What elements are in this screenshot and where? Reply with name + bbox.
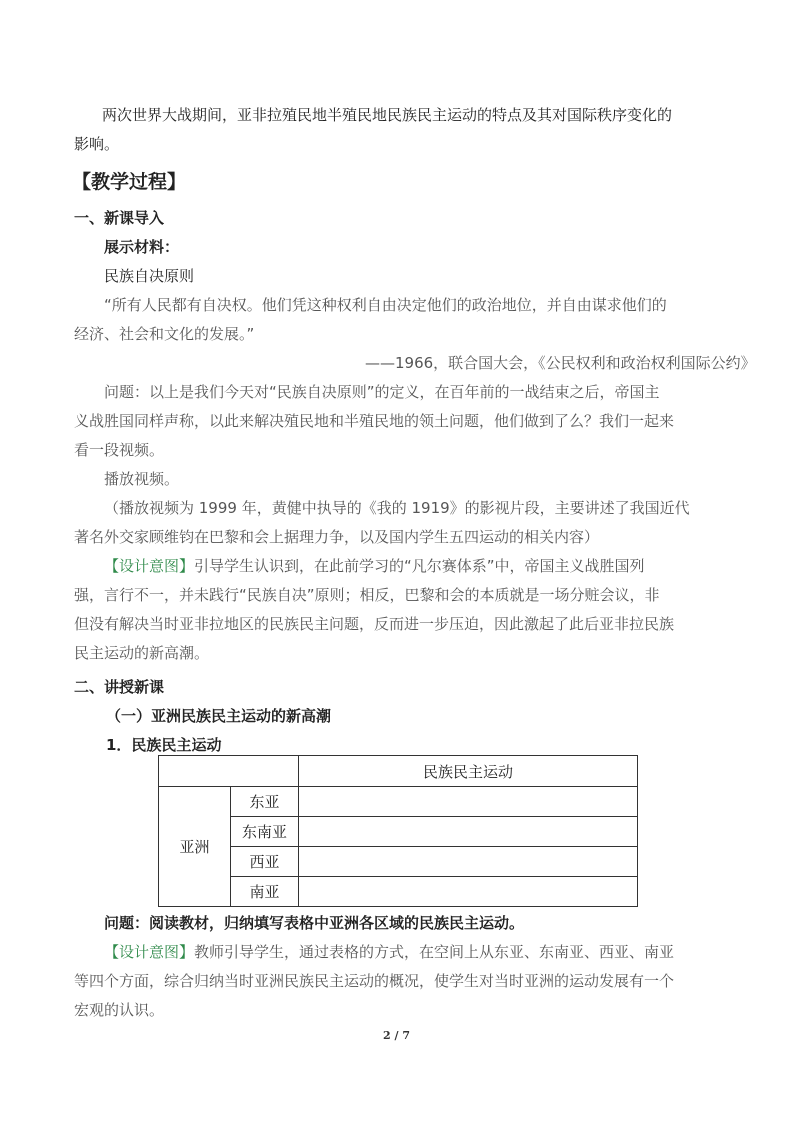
answer-cell-west-asia[interactable] [299,847,638,877]
design-intent-label: 【设计意图】 [104,557,195,575]
question-line-3: 看一段视频。 [74,441,165,459]
question-line-1: 问题：以上是我们今天对“民族自决原则”的定义，在百年前的一战结束之后，帝国主 [104,383,660,401]
region-south-asia: 南亚 [231,877,299,907]
answer-cell-east-asia[interactable] [299,787,638,817]
design-intent-2-line-3: 宏观的认识。 [74,1001,165,1019]
play-video: 播放视频。 [104,470,180,488]
quote-source: ——1966，联合国大会，《公民权利和政治权利国际公约》 [365,354,756,372]
design-intent-text: 引导学生认识到，在此前学习的“凡尔赛体系”中，帝国主义战胜国列 [194,557,645,575]
design-intent-label: 【设计意图】 [104,943,195,961]
table-row [159,787,638,817]
video-note-line-1: （播放视频为 1999 年，黄健中执导的《我的 1919》的影视片段，主要讲述了我国近代 [104,499,690,517]
region-west-asia: 西亚 [231,847,299,877]
item1-title: 1．民族民主运动 [106,736,222,754]
teaching-process-heading: 【教学过程】 [72,171,187,193]
intro-line-1: 两次世界大战期间，亚非拉殖民地半殖民地民族民主运动的特点及其对国际秩序变化的 [102,106,673,124]
design-intent-2-line-1 [104,942,674,962]
video-note-line-2: 著名外交家顾维钧在巴黎和会上据理力争，以及国内学生五四运动的相关内容） [74,528,600,546]
table-header-row [159,756,638,787]
section1-title: 一、新课导入 [74,209,165,227]
design-intent-1-line-2: 强，言行不一，并未践行“民族自决”原则；相反，巴黎和会的本质就是一场分赃会议，非 [74,586,660,604]
table-row [159,847,638,877]
page-number: 2 / 7 [383,1029,410,1042]
material-title: 民族自决原则 [104,267,195,285]
answer-cell-south-asia[interactable] [299,877,638,907]
question-line-2: 义战胜国同样声称，以此来解决殖民地和半殖民地的领土问题，他们做到了么？我们一起来 [74,412,675,430]
region-southeast-asia: 东南亚 [231,817,299,847]
design-intent-2-line-2: 等四个方面，综合归纳当时亚洲民族民主运动的概况，使学生对当时亚洲的运动发展有一个 [74,972,675,990]
design-intent-1-line-1 [104,556,645,576]
table-question: 问题：阅读教材，归纳填写表格中亚洲各区域的民族民主运动。 [104,914,525,932]
region-east-asia: 东亚 [231,787,299,817]
section2-subtitle: （一）亚洲民族民主运动的新高潮 [106,707,332,725]
intro-line-2: 影响。 [74,135,120,153]
table-header-cell: 民族民主运动 [299,756,638,787]
design-intent-text: 教师引导学生，通过表格的方式，在空间上从东亚、东南亚、西亚、南亚 [194,943,675,961]
table-row [159,877,638,907]
quote-line-1: “所有人民都有自决权。他们凭这种权利自由决定他们的政治地位，并自由谋求他们的 [104,296,667,314]
material-label: 展示材料： [104,238,180,256]
table-corner-cell [159,756,299,787]
section2-title: 二、讲授新课 [74,678,165,696]
asia-cell: 亚洲 [159,787,231,907]
answer-cell-southeast-asia[interactable] [299,817,638,847]
table-row [159,817,638,847]
asia-movement-table [158,755,638,907]
design-intent-1-line-4: 民主运动的新高潮。 [74,644,210,662]
design-intent-1-line-3: 但没有解决当时亚非拉地区的民族民主问题，反而进一步压迫，因此激起了此后亚非拉民族 [74,615,675,633]
quote-line-2: 经济、社会和文化的发展。” [74,325,255,343]
